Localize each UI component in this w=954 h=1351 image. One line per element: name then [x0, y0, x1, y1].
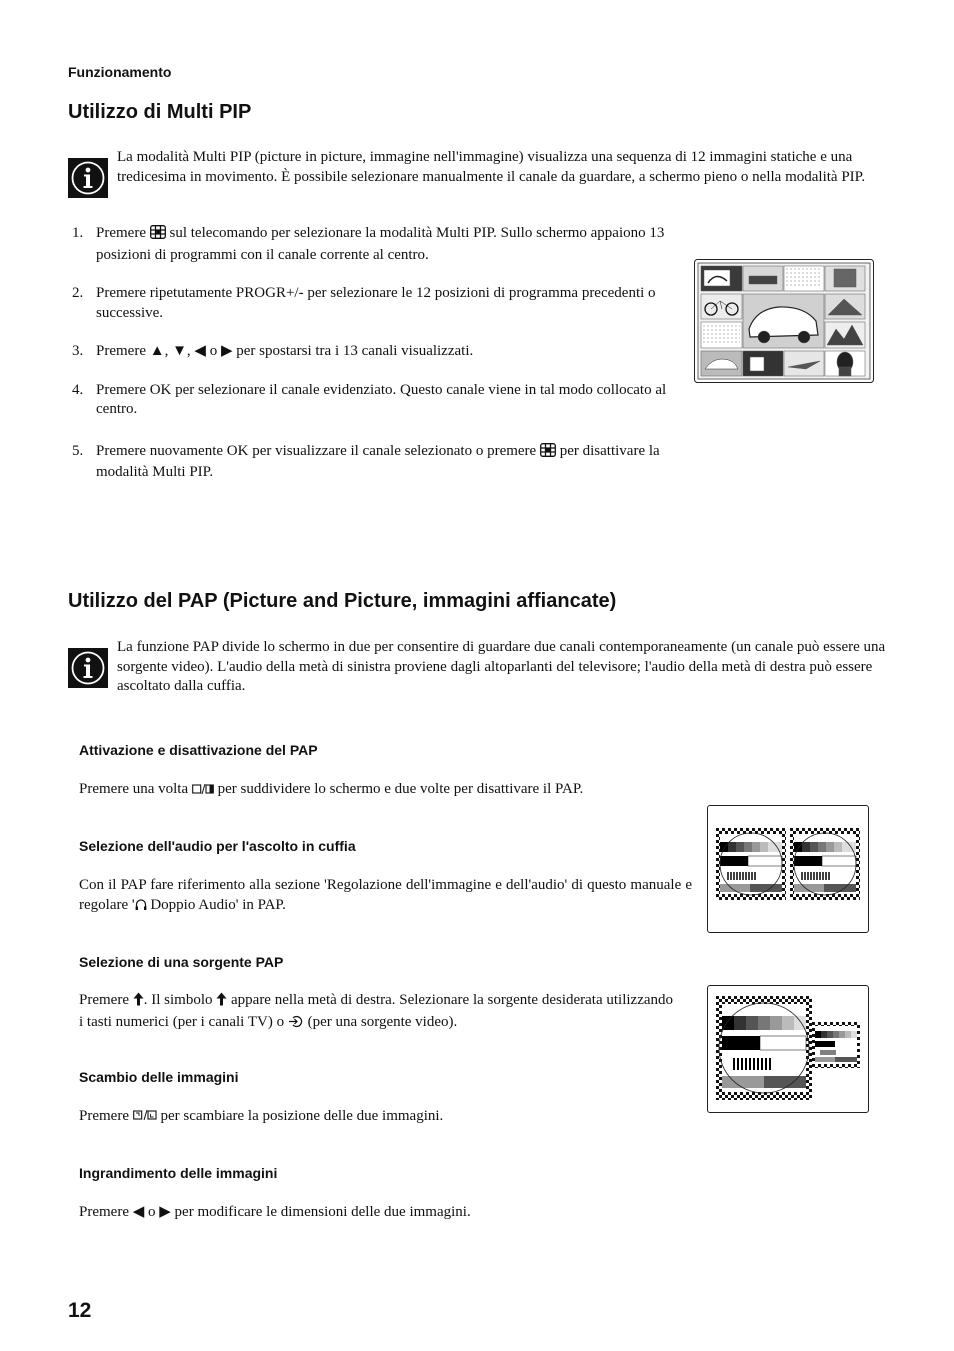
- arrow-up-icon: [216, 992, 227, 1013]
- list-item: 1. Premere sul telecomando per selezionare la modalità Multi PIP. Sullo schermo appaiono 13 posizioni di programmi con il canale corrente al centro.: [72, 225, 665, 263]
- section-label: Funzionamento: [68, 64, 172, 80]
- pap-activation-text: Premere una volta per suddividere lo schermo e due volte per disattivare il PAP.: [79, 780, 699, 802]
- pap-swap-text: Premere per scambiare la posizione delle due immagini.: [79, 1107, 679, 1129]
- pap-title: Utilizzo del PAP (Picture and Picture, immagini affiancate): [68, 590, 617, 612]
- pap-resize-illustration: [707, 985, 869, 1113]
- pap-resize-heading: Ingrandimento delle immagini: [79, 1165, 278, 1181]
- input-icon: [288, 1015, 304, 1035]
- headphones-icon: [135, 898, 147, 918]
- arrow-up-icon: [133, 992, 144, 1013]
- page-number: 12: [68, 1299, 92, 1322]
- multipip-title: Utilizzo di Multi PIP: [68, 101, 252, 123]
- pap-activation-heading: Attivazione e disattivazione del PAP: [79, 742, 318, 758]
- list-item: 5. Premere nuovamente OK per visualizzare il canale selezionato o premere per disattivare la modalità Multi PIP.: [72, 442, 660, 480]
- pap-audio-heading: Selezione dell'audio per l'ascolto in cuffia: [79, 838, 356, 854]
- pap-resize-text: Premere ◀ o ▶ per modificare le dimensioni delle due immagini.: [79, 1204, 471, 1220]
- multipip-button-icon: [150, 225, 166, 246]
- pap-button-icon: [192, 782, 214, 802]
- pap-swap-heading: Scambio delle immagini: [79, 1069, 239, 1085]
- multipip-illustration: [694, 259, 874, 388]
- list-item: 4. Premere OK per selezionare il canale evidenziato. Questo canale viene in tal modo collocato al centro.: [72, 381, 667, 417]
- info-icon: [68, 158, 108, 198]
- pap-split-illustration: [707, 805, 869, 933]
- multipip-info-text: La modalità Multi PIP (picture in picture, immagine nell'immagine) visualizza una sequenza di 12 immagini statiche e una tredicesima in movimento. È possibile selezionare manualmente il canale da guardare, a schermo pieno o nella modalità PIP.: [117, 149, 866, 185]
- info-icon: [68, 648, 108, 688]
- multipip-button-icon: [540, 443, 556, 464]
- pap-source-heading: Selezione di una sorgente PAP: [79, 954, 284, 970]
- list-item: 3. Premere ▲, ▼, ◀ o ▶ per spostarsi tra i 13 canali visualizzati.: [72, 343, 474, 359]
- pap-audio-text: Con il PAP fare riferimento alla sezione 'Regolazione dell'immagine e dell'audio' di questo manuale e regolare ' Doppio Audio' in PAP.: [79, 876, 692, 917]
- list-item: 2. Premere ripetutamente PROGR+/- per selezionare le 12 posizioni di programma precedenti o successive.: [72, 285, 656, 321]
- swap-button-icon: [133, 1109, 157, 1129]
- multipip-steps: [72, 224, 684, 502]
- pap-info-text: La funzione PAP divide lo schermo in due per consentire di guardare due canali contemporaneamente (un canale può essere una sorgente video). L'audio della metà di sinistra proviene dagli altoparlanti del televisore; l'audio della metà di destra può essere ascoltato dalla cuffia.: [117, 639, 886, 694]
- pap-source-text: Premere . Il simbolo appare nella metà di destra. Selezionare la sorgente desiderata utilizzando i tasti numerici (per i canali TV) o (per una sorgente video).: [79, 991, 679, 1034]
